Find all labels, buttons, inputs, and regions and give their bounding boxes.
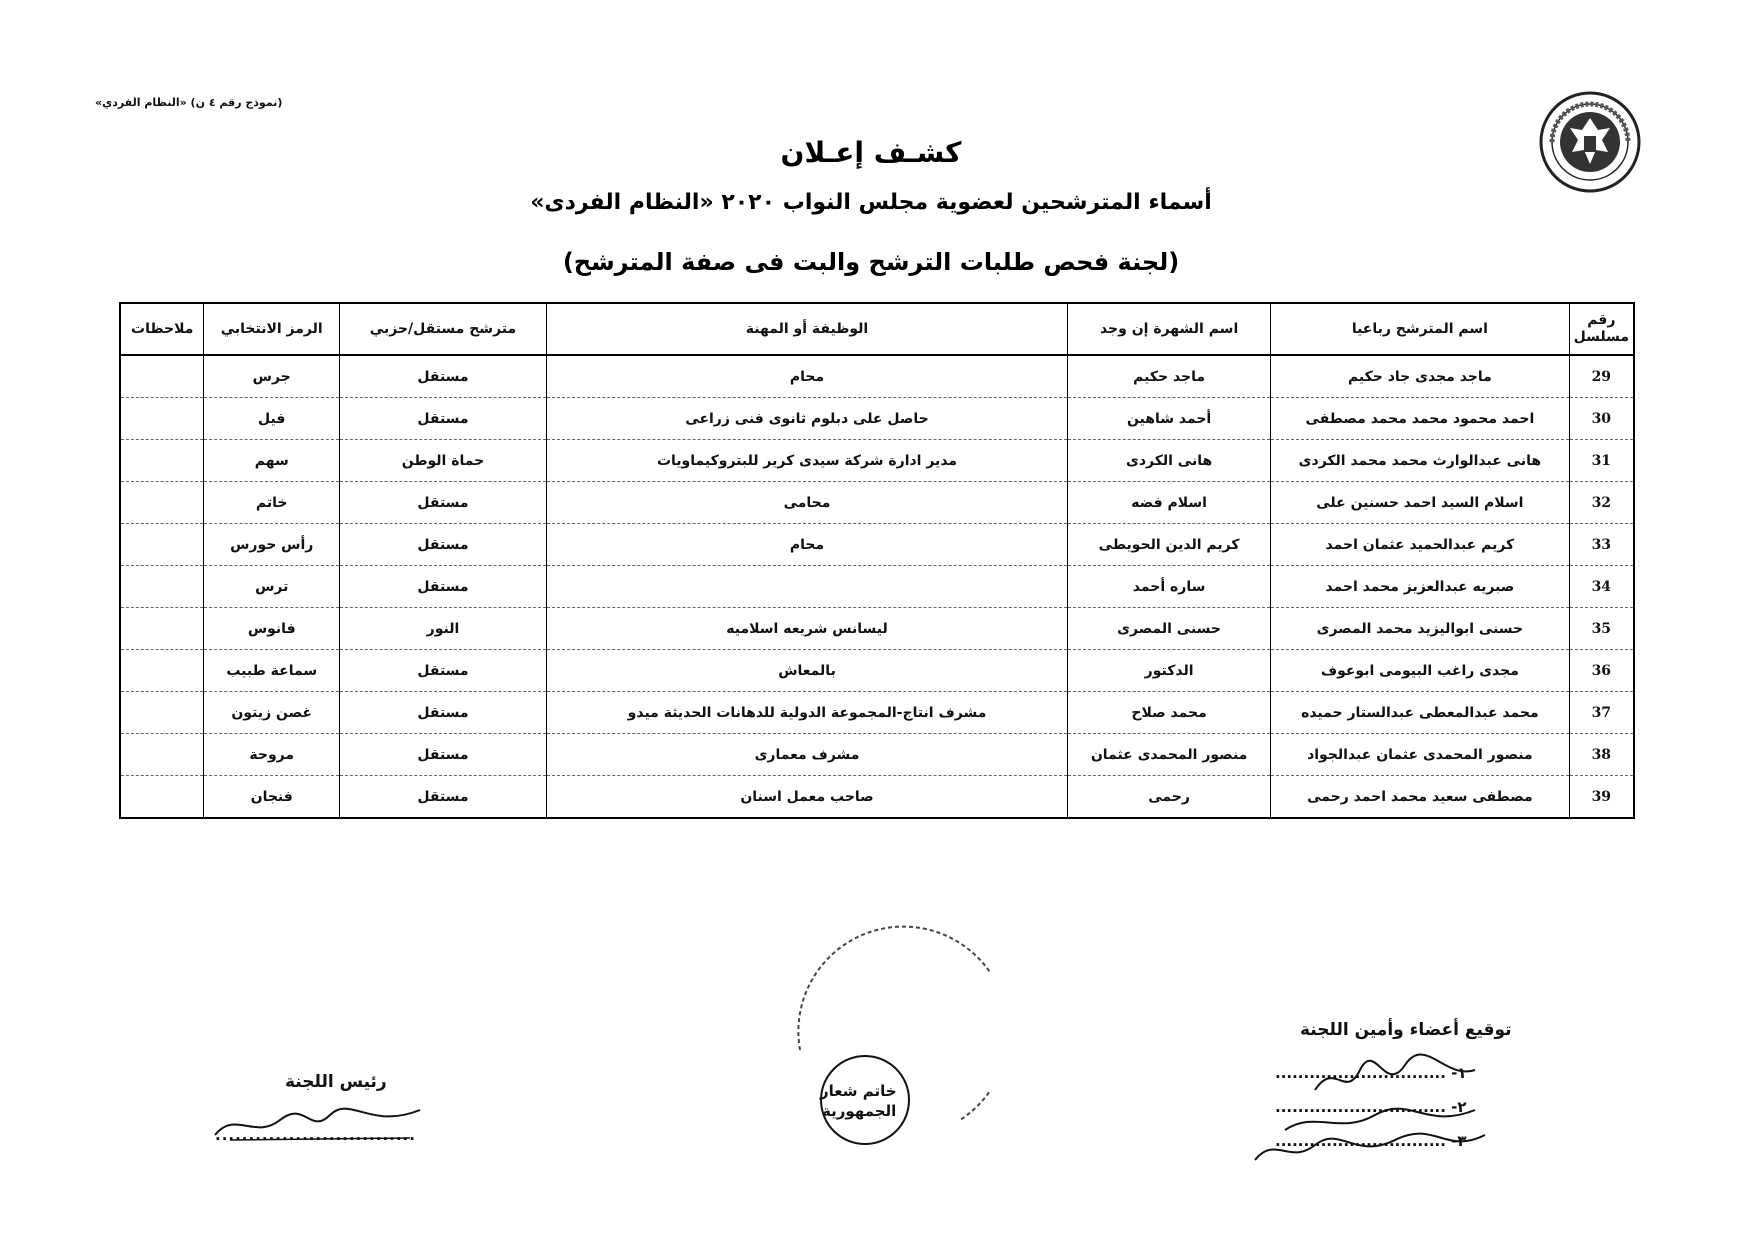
cell-occupation bbox=[546, 566, 1067, 608]
members-signature-line-3: ٣- .............................. bbox=[1275, 1132, 1467, 1150]
cell-serial: 37 bbox=[1569, 692, 1634, 734]
cell-serial: 31 bbox=[1569, 440, 1634, 482]
members-signature-title: توقيع أعضاء وأمين اللجنة bbox=[1300, 1020, 1512, 1040]
table-row bbox=[120, 650, 1634, 692]
members-signature-line-2: ٢- .............................. bbox=[1275, 1098, 1467, 1116]
cell-name: صبريه عبدالعزيز محمد احمد bbox=[1271, 566, 1570, 608]
cell-symbol: خاتم bbox=[204, 482, 340, 524]
cell-serial: 39 bbox=[1569, 776, 1634, 819]
table-row bbox=[120, 524, 1634, 566]
cell-serial: 32 bbox=[1569, 482, 1634, 524]
cell-notes bbox=[120, 650, 204, 692]
cell-affiliation: مستقل bbox=[339, 398, 546, 440]
cell-notes bbox=[120, 524, 204, 566]
cell-nickname: الدكتور bbox=[1068, 650, 1271, 692]
cell-serial: 30 bbox=[1569, 398, 1634, 440]
cell-affiliation: مستقل bbox=[339, 566, 546, 608]
header-affiliation: مترشح مستقل/حزبي bbox=[339, 303, 546, 355]
cell-serial: 34 bbox=[1569, 566, 1634, 608]
cell-serial: 33 bbox=[1569, 524, 1634, 566]
members-signature-line-1: ١- .............................. bbox=[1275, 1064, 1467, 1082]
cell-nickname: اسلام فضه bbox=[1068, 482, 1271, 524]
cell-affiliation: النور bbox=[339, 608, 546, 650]
cell-notes bbox=[120, 566, 204, 608]
cell-occupation: مدير ادارة شركة سيدى كرير للبتروكيماويات bbox=[546, 440, 1067, 482]
page-title: كشـف إعـلان bbox=[780, 136, 962, 169]
header-name: اسم المترشح رباعيا bbox=[1271, 303, 1570, 355]
cell-nickname: رحمى bbox=[1068, 776, 1271, 819]
member-signatures-icon bbox=[1245, 1040, 1525, 1170]
cell-name: اسلام السيد احمد حسنين على bbox=[1271, 482, 1570, 524]
header-serial: رقم مسلسل bbox=[1569, 303, 1634, 355]
header-nickname: اسم الشهرة إن وجد bbox=[1068, 303, 1271, 355]
cell-name: منصور المحمدى عثمان عبدالجواد bbox=[1271, 734, 1570, 776]
candidates-table bbox=[119, 302, 1635, 819]
cell-name: هانى عبدالوارث محمد محمد الكردى bbox=[1271, 440, 1570, 482]
cell-serial: 38 bbox=[1569, 734, 1634, 776]
cell-name: كريم عبدالحميد عثمان احمد bbox=[1271, 524, 1570, 566]
chairman-signature-icon bbox=[210, 1100, 430, 1150]
table-row bbox=[120, 482, 1634, 524]
cell-symbol: سهم bbox=[204, 440, 340, 482]
cell-symbol: ترس bbox=[204, 566, 340, 608]
cell-name: مصطفى سعيد محمد احمد رحمى bbox=[1271, 776, 1570, 819]
committee-heading: (لجنة فحص طلبات الترشح والبت فى صفة المترشح) bbox=[562, 248, 1180, 276]
cell-occupation: محام bbox=[546, 355, 1067, 398]
cell-occupation: محام bbox=[546, 524, 1067, 566]
cell-nickname: أحمد شاهين bbox=[1068, 398, 1271, 440]
state-seal-icon bbox=[760, 910, 990, 1170]
cell-nickname: هانى الكردى bbox=[1068, 440, 1271, 482]
cell-nickname: محمد صلاح bbox=[1068, 692, 1271, 734]
cell-symbol: فنجان bbox=[204, 776, 340, 819]
table-row bbox=[120, 734, 1634, 776]
table-row bbox=[120, 355, 1634, 398]
table-row bbox=[120, 608, 1634, 650]
cell-serial: 36 bbox=[1569, 650, 1634, 692]
cell-symbol: غصن زيتون bbox=[204, 692, 340, 734]
chairman-title: رئيس اللجنة bbox=[285, 1072, 387, 1092]
cell-affiliation: مستقل bbox=[339, 524, 546, 566]
cell-name: محمد عبدالمعطى عبدالستار حميده bbox=[1271, 692, 1570, 734]
table-row bbox=[120, 440, 1634, 482]
cell-affiliation: مستقل bbox=[339, 650, 546, 692]
cell-symbol: فيل bbox=[204, 398, 340, 440]
cell-serial: 29 bbox=[1569, 355, 1634, 398]
form-number: (نموذج رقم ٤ ن) «النظام الفردي» bbox=[95, 96, 283, 109]
header-symbol: الرمز الانتخابي bbox=[204, 303, 340, 355]
cell-symbol: جرس bbox=[204, 355, 340, 398]
cell-serial: 35 bbox=[1569, 608, 1634, 650]
cell-affiliation: حماة الوطن bbox=[339, 440, 546, 482]
cell-nickname: ساره أحمد bbox=[1068, 566, 1271, 608]
cell-notes bbox=[120, 776, 204, 819]
header-occupation: الوظيفة أو المهنة bbox=[546, 303, 1067, 355]
cell-affiliation: مستقل bbox=[339, 776, 546, 819]
cell-occupation: حاصل على دبلوم ثانوى فنى زراعى bbox=[546, 398, 1067, 440]
cell-name: حسنى ابواليزيد محمد المصرى bbox=[1271, 608, 1570, 650]
cell-notes bbox=[120, 482, 204, 524]
seal-text-line-1: خاتم شعار bbox=[820, 1082, 897, 1100]
table-row bbox=[120, 398, 1634, 440]
cell-occupation: ليسانس شريعه اسلاميه bbox=[546, 608, 1067, 650]
cell-name: احمد محمود محمد محمد مصطفى bbox=[1271, 398, 1570, 440]
cell-notes bbox=[120, 440, 204, 482]
cell-occupation: مشرف انتاج-المجموعة الدولية للدهانات الحديثة ميدو bbox=[546, 692, 1067, 734]
cell-symbol: رأس حورس bbox=[204, 524, 340, 566]
seal-text-line-2: الجمهورية bbox=[822, 1102, 897, 1120]
cell-notes bbox=[120, 355, 204, 398]
table-row bbox=[120, 776, 1634, 819]
cell-nickname: منصور المحمدى عثمان bbox=[1068, 734, 1271, 776]
chairman-signature-line: .............................. bbox=[215, 1126, 416, 1144]
table-header-row bbox=[120, 303, 1634, 355]
cell-name: مجدى راغب البيومى ابوعوف bbox=[1271, 650, 1570, 692]
table-row bbox=[120, 566, 1634, 608]
cell-notes bbox=[120, 398, 204, 440]
cell-occupation: بالمعاش bbox=[546, 650, 1067, 692]
cell-notes bbox=[120, 692, 204, 734]
cell-affiliation: مستقل bbox=[339, 734, 546, 776]
cell-symbol: سماعة طبيب bbox=[204, 650, 340, 692]
cell-symbol: فانوس bbox=[204, 608, 340, 650]
cell-affiliation: مستقل bbox=[339, 482, 546, 524]
cell-symbol: مروحة bbox=[204, 734, 340, 776]
cell-occupation: مشرف معمارى bbox=[546, 734, 1067, 776]
page-subtitle: أسماء المترشحين لعضوية مجلس النواب ٢٠٢٠ «النظام الفردى» bbox=[530, 190, 1212, 215]
cell-notes bbox=[120, 734, 204, 776]
cell-nickname: كريم الدين الحويطى bbox=[1068, 524, 1271, 566]
cell-occupation: صاحب معمل اسنان bbox=[546, 776, 1067, 819]
cell-name: ماجد مجدى جاد حكيم bbox=[1271, 355, 1570, 398]
table-row bbox=[120, 692, 1634, 734]
cell-nickname: حسنى المصرى bbox=[1068, 608, 1271, 650]
cell-occupation: محامى bbox=[546, 482, 1067, 524]
cell-affiliation: مستقل bbox=[339, 692, 546, 734]
header-notes: ملاحظات bbox=[120, 303, 204, 355]
cell-nickname: ماجد حكيم bbox=[1068, 355, 1271, 398]
cell-notes bbox=[120, 608, 204, 650]
cell-affiliation: مستقل bbox=[339, 355, 546, 398]
